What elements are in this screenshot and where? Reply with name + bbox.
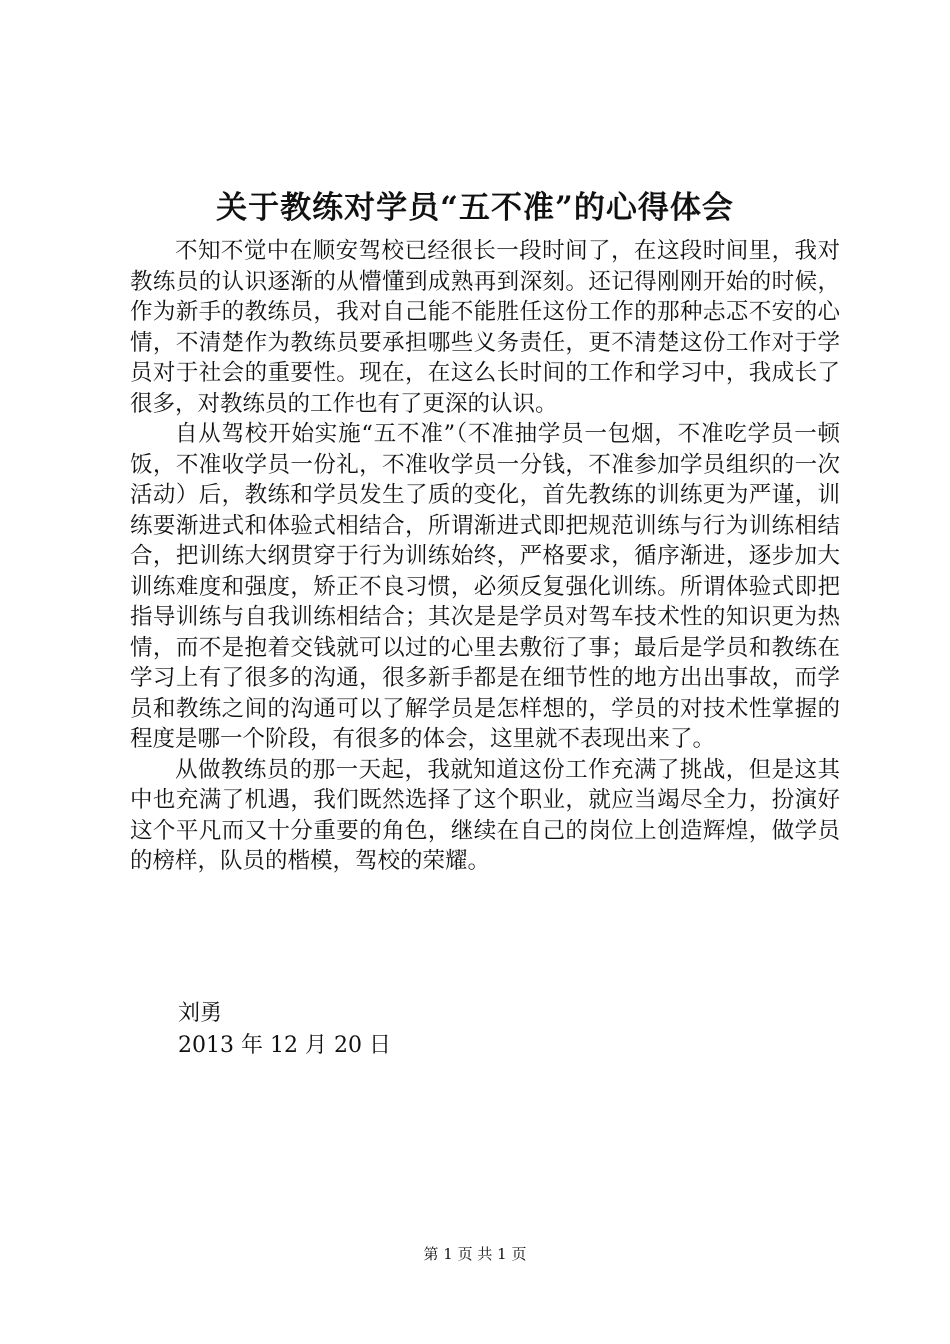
author-name: 刘勇 — [178, 1001, 223, 1026]
paragraph-3: 从做教练员的那一天起，我就知道这份工作充满了挑战，但是这其中也充满了机遇，我们既然选择了这个职业，就应当竭尽全力，扮演好这个平凡而又十分重要的角色，继续在自己的岗位上创造辉煌，做学员的榜样，队员的楷模，驾校的荣耀。 — [130, 756, 840, 874]
paragraph-1: 不知不觉中在顺安驾校已经很长一段时间了，在这段时间里，我对教练员的认识逐渐的从懵懂到成熟再到深刻。还记得刚刚开始的时候，作为新手的教练员，我对自己能不能胜任这份工作的那种忐忑不安的心情，不清楚作为教练员要承担哪些义务责任，更不清楚这份工作对于学员对于社会的重要性。现在，在这么长时间的工作和学习中，我成长了很多，对教练员的工作也有了更深的认识。 — [130, 238, 840, 417]
document-title: 关于教练对学员“五不准”的心得体会 — [216, 190, 734, 226]
document-body — [130, 236, 840, 877]
page-footer: 第 1 页 共 1 页 — [423, 1245, 527, 1263]
signature-block — [178, 998, 391, 1062]
document-date: 2013 年 12 月 20 日 — [178, 1033, 391, 1058]
paragraph-2: 自从驾校开始实施“五不准”（不准抽学员一包烟，不准吃学员一顿饭，不准收学员一份礼，不准收学员一分钱，不准参加学员组织的一次活动）后，教练和学员发生了质的变化，首先教练的训练更为严谨，训练要渐进式和体验式相结合，所谓渐进式即把规范训练与行为训练相结合，把训练大纲贯穿于行为训练始终，严格要求，循序渐进，逐步加大训练难度和强度，矫正不良习惯，必须反复强化训练。所谓体验式即把指导训练与自我训练相结合；其次是是学员对驾车技术性的知识更为热情，而不是抱着交钱就可以过的心里去敷衍了事；最后是学员和教练在学习上有了很多的沟通，很多新手都是在细节性的地方出出事故，而学员和教练之间的沟通可以了解学员是怎样想的，学员的对技术性掌握的程度是哪一个阶段，有很多的体会，这里就不表现出来了。 — [130, 421, 840, 752]
